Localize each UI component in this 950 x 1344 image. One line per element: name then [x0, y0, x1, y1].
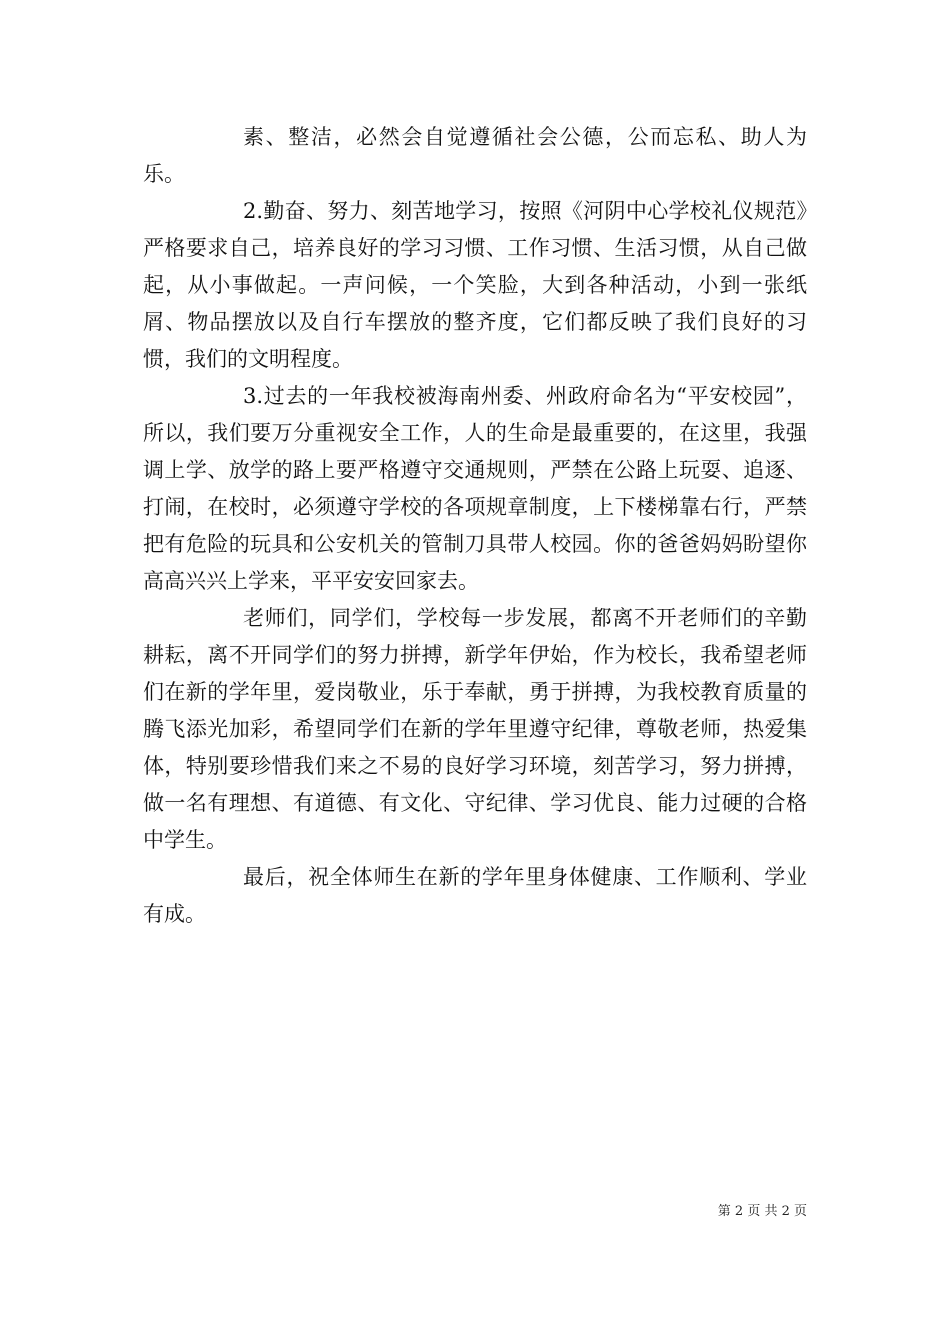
document-body — [143, 119, 807, 933]
paragraph-closing: 最后，祝全体师生在新的学年里身体健康、工作顺利、学业有成。 — [143, 865, 807, 926]
paragraph-item-3: 3.过去的一年我校被海南州委、州政府命名为“平安校园”，所以，我们要万分重视安全工作，人的生命是最重要的，在这里，我强调上学、放学的路上要严格遵守交通规则，严禁在公路上玩耍、追逐、打闹，在校时，必须遵守学校的各项规章制度，上下楼梯靠右行，严禁把有危险的玩具和公安机关的管制刀具带人校园。你的爸爸妈妈盼望你高高兴兴上学来，平平安安回家去。 — [143, 384, 807, 593]
page-number-footer: 第 2 页 共 2 页 — [717, 1204, 807, 1219]
paragraph-continuation: 素、整洁，必然会自觉遵循社会公德，公而忘私、助人为乐。 — [143, 125, 807, 186]
paragraph-teachers-students: 老师们，同学们，学校每一步发展，都离不开老师们的辛勤耕耘，离不开同学们的努力拼搏，新学年伊始，作为校长，我希望老师们在新的学年里，爱岗敬业，乐于奉献，勇于拼搏，为我校教育质量的腾飞添光加彩，希望同学们在新的学年里遵守纪律，尊敬老师，热爱集体，特别要珍惜我们来之不易的良好学习环境，刻苦学习，努力拼搏，做一名有理想、有道德、有文化、守纪律、学习优良、能力过硬的合格中学生。 — [143, 606, 807, 852]
paragraph-item-2: 2.勤奋、努力、刻苦地学习，按照《河阴中心学校礼仪规范》严格要求自己，培养良好的学习习惯、工作习惯、生活习惯，从自己做起，从小事做起。一声问候，一个笑脸，大到各种活动，小到一张纸屑、物品摆放以及自行车摆放的整齐度，它们都反映了我们良好的习惯，我们的文明程度。 — [143, 199, 807, 371]
